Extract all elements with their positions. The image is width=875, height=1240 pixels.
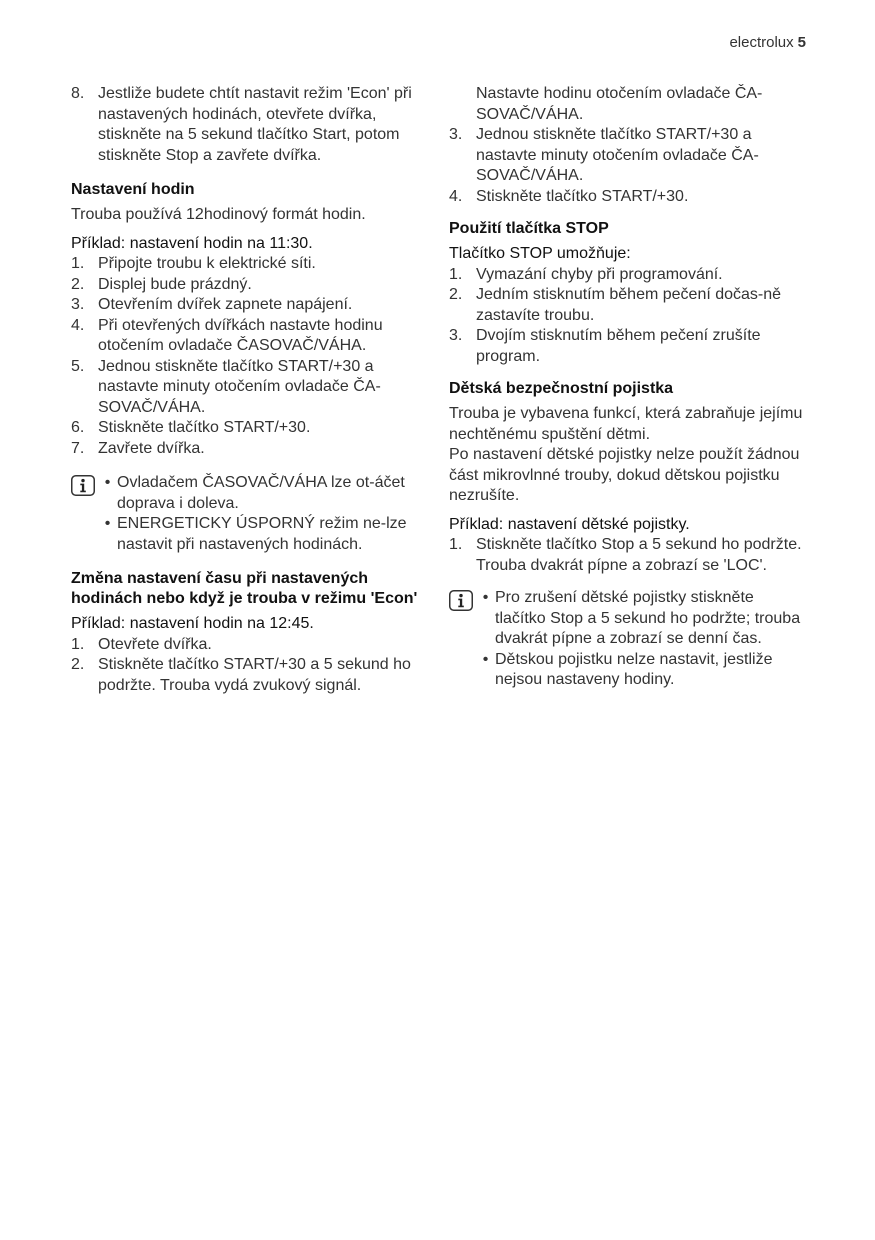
example-heading: Tlačítko STOP umožňuje: bbox=[449, 245, 631, 262]
list-number: 3. bbox=[449, 327, 463, 344]
list-number: 4. bbox=[71, 316, 85, 334]
left-column bbox=[71, 84, 426, 696]
bullet-text: Dětskou pojistku nelze nastavit, jestliže nejsou nastaveny hodiny. bbox=[495, 650, 773, 688]
list-item bbox=[449, 187, 805, 208]
list-text: Stiskněte tlačítko START/+30 a 5 sekund ho podržte. Trouba vydá zvukový signál. bbox=[98, 656, 411, 694]
list-text: Dvojím stisknutím během pečení zrušíte program. bbox=[476, 327, 761, 365]
list-item bbox=[449, 326, 805, 367]
section-heading-detska-pojistka: Dětská bezpečnostní pojistka bbox=[449, 380, 674, 397]
bullet-text: ENERGETICKY ÚSPORNÝ režim ne-lze nastavit při nastavených hodinách. bbox=[117, 515, 407, 553]
bullet-text: Ovladačem ČASOVAČ/VÁHA lze ot-áčet doprava i doleva. bbox=[117, 474, 405, 512]
example-heading: Příklad: nastavení hodin na 12:45. bbox=[71, 615, 314, 632]
section-heading-pouziti-stop: Použití tlačítka STOP bbox=[449, 220, 609, 237]
list-number: 4. bbox=[449, 187, 463, 205]
brand-name: electrolux bbox=[729, 34, 794, 51]
list-number: 2. bbox=[71, 275, 85, 293]
paragraph: Trouba je vybavena funkcí, která zabraňuje jejímu nechtěnému spuštění dětmi. bbox=[449, 405, 803, 443]
list-text: Jednou stiskněte tlačítko START/+30 a nastavte minuty otočením ovladače ČA-SOVAČ/VÁHA. bbox=[98, 357, 381, 416]
list-text: Jedním stisknutím během pečení dočas-ně zastavíte troubu. bbox=[476, 286, 782, 324]
list-item bbox=[71, 357, 426, 419]
list-number: 1. bbox=[71, 635, 85, 653]
list-item bbox=[449, 265, 805, 286]
bullet-item: • Dětskou pojistku nelze nastavit, jestliže nejsou nastaveny hodiny. bbox=[476, 650, 805, 691]
bullet-item: • Ovladačem ČASOVAČ/VÁHA lze ot-áčet doprava i doleva. bbox=[98, 473, 426, 514]
list-item bbox=[71, 316, 426, 357]
list-text: Vymazání chyby při programování. bbox=[476, 265, 723, 283]
paragraph: Po nastavení dětské pojistky nelze použít žádnou část mikrovlnné trouby, dokud dětskou pojistku nezrušíte. bbox=[449, 446, 800, 504]
bullet-text: Pro zrušení dětské pojistky stiskněte tlačítko Stop a 5 sekund ho podržte; trouba dvakrát pípne a zobrazí se denní čas. bbox=[495, 589, 801, 647]
list-item bbox=[71, 275, 426, 296]
list-text: Stiskněte tlačítko START/+30. bbox=[98, 419, 311, 436]
list-text: Zavřete dvířka. bbox=[98, 439, 205, 457]
list-text: Displej bude prázdný. bbox=[98, 275, 252, 293]
list-item bbox=[71, 254, 426, 275]
info-note bbox=[71, 473, 426, 555]
example-heading: Příklad: nastavení dětské pojistky. bbox=[449, 515, 690, 533]
list-text: Stiskněte tlačítko START/+30. bbox=[476, 187, 689, 205]
list-number: 1. bbox=[449, 265, 463, 283]
paragraph: Trouba používá 12hodinový formát hodin. bbox=[71, 206, 366, 223]
list-number: 3. bbox=[449, 126, 463, 143]
list-item bbox=[71, 84, 426, 166]
list-number: 5. bbox=[71, 357, 85, 375]
list-text: Jednou stiskněte tlačítko START/+30 a nastavte minuty otočením ovladače ČA-SOVAČ/VÁHA. bbox=[476, 126, 759, 184]
info-note bbox=[449, 588, 805, 691]
list-text: Jestliže budete chtít nastavit režim 'Econ' při nastavených hodinách, otevřete dvířka, stiskněte na 5 sekund tlačítko Start, potom stiskněte Stop a zavřete dvířka. bbox=[98, 85, 412, 164]
list-item bbox=[71, 635, 426, 656]
list-number: 2. bbox=[449, 286, 463, 303]
list-item bbox=[449, 125, 805, 187]
list-number: 3. bbox=[71, 296, 85, 313]
list-text: Otevřením dvířek zapnete napájení. bbox=[98, 296, 353, 313]
example-heading: Příklad: nastavení hodin na 11:30. bbox=[71, 234, 313, 252]
list-number: 1. bbox=[71, 255, 85, 272]
info-icon bbox=[71, 475, 95, 496]
bullet-item: • ENERGETICKY ÚSPORNÝ režim ne-lze nastavit při nastavených hodinách. bbox=[98, 514, 426, 555]
section-heading-zmena-nastaveni: Změna nastavení času při nastavených hodinách nebo když je trouba v režimu 'Econ' bbox=[71, 570, 418, 607]
page-number: 5 bbox=[797, 34, 806, 51]
list-text: Otevřete dvířka. bbox=[98, 635, 212, 653]
list-item bbox=[71, 418, 426, 439]
list-number: 1. bbox=[449, 536, 463, 553]
page-header bbox=[729, 34, 806, 51]
list-item bbox=[71, 439, 426, 460]
list-text: Stiskněte tlačítko Stop a 5 sekund ho podržte. Trouba dvakrát pípne a zobrazí se 'LOC'. bbox=[476, 536, 802, 574]
list-item bbox=[449, 285, 805, 326]
bullet-item: • Pro zrušení dětské pojistky stiskněte tlačítko Stop a 5 sekund ho podržte; trouba dvakrát pípne a zobrazí se denní čas. bbox=[476, 588, 805, 650]
list-item bbox=[71, 295, 426, 316]
list-continuation: Nastavte hodinu otočením ovladače ČA-SOVAČ/VÁHA. bbox=[476, 85, 763, 123]
list-text: Při otevřených dvířkách nastavte hodinu otočením ovladače ČASOVAČ/VÁHA. bbox=[98, 316, 383, 354]
info-icon bbox=[449, 590, 473, 611]
list-number: 6. bbox=[71, 419, 85, 436]
list-item bbox=[71, 655, 426, 696]
right-column bbox=[449, 84, 805, 691]
list-number: 7. bbox=[71, 439, 85, 457]
list-text: Připojte troubu k elektrické síti. bbox=[98, 255, 316, 272]
list-item bbox=[449, 535, 805, 576]
list-number: 8. bbox=[71, 85, 85, 102]
list-number: 2. bbox=[71, 656, 85, 673]
section-heading-nastaveni-hodin: Nastavení hodin bbox=[71, 181, 195, 198]
